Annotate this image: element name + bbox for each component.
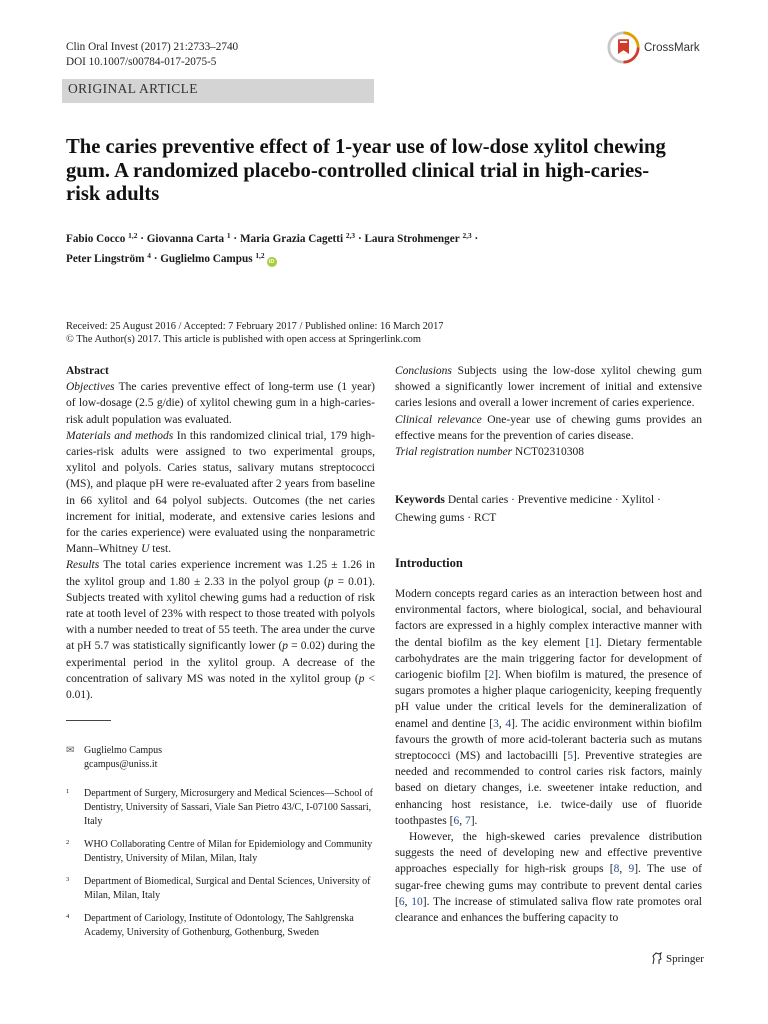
affiliation-item <box>66 912 376 940</box>
intro-paragraph-2 <box>395 829 702 926</box>
citation-link[interactable]: 7 <box>464 814 471 827</box>
author-list <box>66 229 626 269</box>
affiliation-item <box>66 875 376 903</box>
intro-text: , <box>498 717 506 730</box>
intro-text: ]. When biofilm is matured, the presence of sugars promotes a higher plaque cariogenicity, keeping frequently pH value under the critical levels for the demineralization of enamel and dentine [ <box>395 669 703 730</box>
author-separator: · <box>471 233 479 245</box>
introduction-heading: Introduction <box>395 556 463 570</box>
conclusions-label: Conclusions <box>395 365 452 377</box>
citation-link[interactable]: 6 <box>453 814 460 827</box>
citation-link[interactable]: 2 <box>488 669 495 682</box>
keywords-label: Keywords <box>395 494 445 506</box>
abstract-left-column <box>66 363 375 703</box>
correspondence-email[interactable]: gcampus@uniss.it <box>84 759 158 770</box>
abstract-results <box>66 557 375 703</box>
affiliation-item <box>66 787 376 829</box>
conclusions-text: Subjects using the low-dose xylitol chewing gum showed a significantly lower increment of initial and extensive caries lesions and overall a lower increment of caries experience. <box>395 365 702 410</box>
author-affiliation-marker: 2,3 <box>345 231 356 240</box>
methods-text: In this randomized clinical trial, 179 high-caries-risk adults were assigned to two experimental groups, xylitol and polyols. Caries status, salivary mutans streptococci (MS), and plaque pH were re-evaluated after 2 years from baseline in 66 xylitol and 64 polyol subjects. Outcomes (the net caries increment for initial, moderate, and extensive caries lesions and for the caries experience) were evaluated using the nonparametric Mann–Whitney <box>66 429 375 556</box>
methods-text-end: test. <box>149 543 172 556</box>
results-p-symbol-2: p <box>282 640 289 653</box>
intro-text: ]. <box>470 814 478 827</box>
publication-history <box>66 320 443 346</box>
results-text-2: = 0.01). Subjects treated with xylitol chewing gums had a reduction of risk rate at tooth level of 23% with respect to those treated with polyols with a number needed to treat of 55 teeth. The area under the curve at pH 5.7 was statistically significantly lower ( <box>66 575 375 653</box>
author-name[interactable]: Laura Strohmenger <box>364 233 460 245</box>
author-name[interactable]: Fabio Cocco <box>66 233 126 245</box>
affiliation-number: 3 <box>66 876 70 883</box>
intro-text: ]. Dietary fermentable carbohydrates are the main triggering factor for development of cariogenic biofilm [ <box>395 636 702 682</box>
affiliation-text: Department of Cariology, Institute of Odontology, The Sahlgrenska Academy, University of Gothenburg, Gothenburg, Sweden <box>84 913 354 938</box>
citation-link[interactable]: 10 <box>411 895 423 908</box>
journal-header <box>66 40 238 70</box>
author-name[interactable]: Giovanna Carta <box>146 233 225 245</box>
keywords-block <box>395 491 702 527</box>
journal-citation: Clin Oral Invest (2017) 21:2733–2740 <box>66 41 239 53</box>
author-name[interactable]: Maria Grazia Cagetti <box>239 233 344 245</box>
citation-link[interactable]: 8 <box>613 863 620 876</box>
intro-text: , <box>459 814 465 827</box>
relevance-label: Clinical relevance <box>395 413 482 426</box>
introduction-body <box>395 586 702 926</box>
results-p-symbol-3: p <box>358 672 365 685</box>
results-label: Results <box>66 559 100 572</box>
citation-link[interactable]: 6 <box>398 895 405 908</box>
author-separator: · <box>137 233 147 245</box>
author-name[interactable]: Peter Lingström <box>66 253 145 265</box>
abstract-objectives <box>66 379 375 428</box>
author-affiliation-marker: 1 <box>226 231 231 240</box>
footnote-divider <box>66 720 111 721</box>
author-separator: · <box>150 253 161 265</box>
author-separator: · <box>355 233 365 245</box>
citation-link[interactable]: 4 <box>505 717 512 730</box>
intro-text: ]. The increase of stimulated saliva flow rate promotes oral clearance and enhances the buffering capacity to <box>395 895 703 925</box>
intro-text: ]. The acidic environment within biofilm favours the growth of more acid-tolerant bacteria such as mutans streptococci (MS) and lactobacilli [ <box>395 717 702 763</box>
crossmark-icon <box>607 31 640 64</box>
affiliation-number: 1 <box>66 788 70 795</box>
citation-link[interactable]: 9 <box>628 863 635 876</box>
objectives-label: Objectives <box>66 381 115 394</box>
intro-text: However, the high-skewed caries prevalence distribution suggests the need of developing new and effective preventive approaches especially for high-risk groups [ <box>395 831 702 876</box>
results-text-3: = 0.02) during the experimental period in the xylitol group. A decrease of the concentration of salivary MS was noted in the xylitol group ( <box>66 640 375 685</box>
author-separator: · <box>230 233 240 245</box>
springer-horse-icon <box>651 952 663 965</box>
affiliation-text: WHO Collaborating Centre of Milan for Epidemiology and Community Dentistry, University of Milan, Milan, Italy <box>84 839 373 864</box>
abstract-methods <box>66 428 375 558</box>
relevance-text: One-year use of chewing gums provides an effective means for the prevention of caries disease. <box>395 413 702 442</box>
affiliation-item <box>66 838 376 866</box>
intro-paragraph-1 <box>395 586 702 829</box>
abstract-registration <box>395 444 702 460</box>
publisher-name: Springer <box>666 952 704 965</box>
intro-text: , <box>404 895 412 908</box>
crossmark-badge[interactable] <box>607 31 700 64</box>
abstract-relevance <box>395 412 702 444</box>
affiliation-number: 2 <box>66 839 70 846</box>
article-title: The caries preventive effect of 1-year use of low-dose xylitol chewing gum. A randomized placebo-controlled clinical trial in high-caries-risk adults <box>66 136 666 205</box>
author-affiliation-marker: 1,2 <box>128 231 138 240</box>
affiliation-number: 4 <box>66 913 70 920</box>
author-affiliation-marker: 1,2 <box>255 251 265 260</box>
affiliation-text: Department of Biomedical, Surgical and Dental Sciences, University of Milan, Milan, Italy <box>84 876 371 901</box>
affiliations-list <box>66 787 376 949</box>
methods-label: Materials and methods <box>66 429 174 442</box>
correspondence-name: Guglielmo Campus <box>84 745 163 756</box>
keywords-text: Dental caries · Preventive medicine · Xylitol · Chewing gums · RCT <box>395 494 661 524</box>
abstract-conclusions <box>395 363 702 412</box>
dates-line: Received: 25 August 2016 / Accepted: 7 February 2017 / Published online: 16 March 2017 <box>66 321 444 332</box>
copyright-line: © The Author(s) 2017. This article is published with open access at Springerlink.com <box>66 334 421 345</box>
registration-label: Trial registration number <box>395 446 513 459</box>
doi-line: DOI 10.1007/s00784-017-2075-5 <box>66 56 217 68</box>
citation-link[interactable]: 5 <box>567 750 573 763</box>
abstract-right-column <box>395 363 702 460</box>
registration-text: NCT02310308 <box>512 446 585 459</box>
results-text-4: < 0.01). <box>66 672 375 702</box>
intro-text: Modern concepts regard caries as an interaction between host and environmental factors, where biological, social, and behavioural factors are expressed in a highly complex interactive manner with the dental biofilm as the key element [ <box>395 588 702 649</box>
author-affiliation-marker: 4 <box>147 251 151 260</box>
crossmark-label: CrossMark <box>644 41 700 54</box>
article-type-label: ORIGINAL ARTICLE <box>68 81 198 96</box>
objectives-text: The caries preventive effect of long-term use (1 year) of low-dosage (2.5 g/die) of xylitol chewing gum in a high-caries-risk adult population was evaluated. <box>66 381 375 426</box>
results-p-symbol-1: p <box>327 575 334 588</box>
article-type-banner <box>62 79 374 103</box>
affiliation-text: Department of Surgery, Microsurgery and Medical Sciences—School of Dentistry, University of Sassari, Viale San Pietro 43/C, I-07100 Sassari, Italy <box>84 788 373 827</box>
intro-text: ]. Preventive strategies are needed and recommended to control caries risk factors, mainly based on dietary changes, i.e. sweetener intake reduction, and enhancing host resistance, i.e. twice-daily use of fluoride toothpastes [ <box>395 750 702 827</box>
orcid-icon[interactable]: iD <box>267 257 277 267</box>
abstract-heading: Abstract <box>66 365 109 377</box>
citation-link[interactable]: 1 <box>589 636 596 649</box>
intro-text: ]. The use of sugar-free chewing gums may contribute to prevent dental caries [ <box>395 863 702 908</box>
results-text-1: The total caries experience increment was 1.25 ± 1.26 in the xylitol group and 1.80 ± 2.33 in the polyol group ( <box>66 559 375 588</box>
envelope-icon: ✉ <box>66 745 75 756</box>
methods-u-symbol: U <box>141 543 150 556</box>
correspondence-block <box>66 744 162 772</box>
intro-text: , <box>619 863 629 876</box>
citation-link[interactable]: 3 <box>493 717 499 730</box>
springer-footer <box>651 952 704 965</box>
author-affiliation-marker: 2,3 <box>462 231 472 240</box>
author-name[interactable]: Guglielmo Campus <box>160 253 253 265</box>
